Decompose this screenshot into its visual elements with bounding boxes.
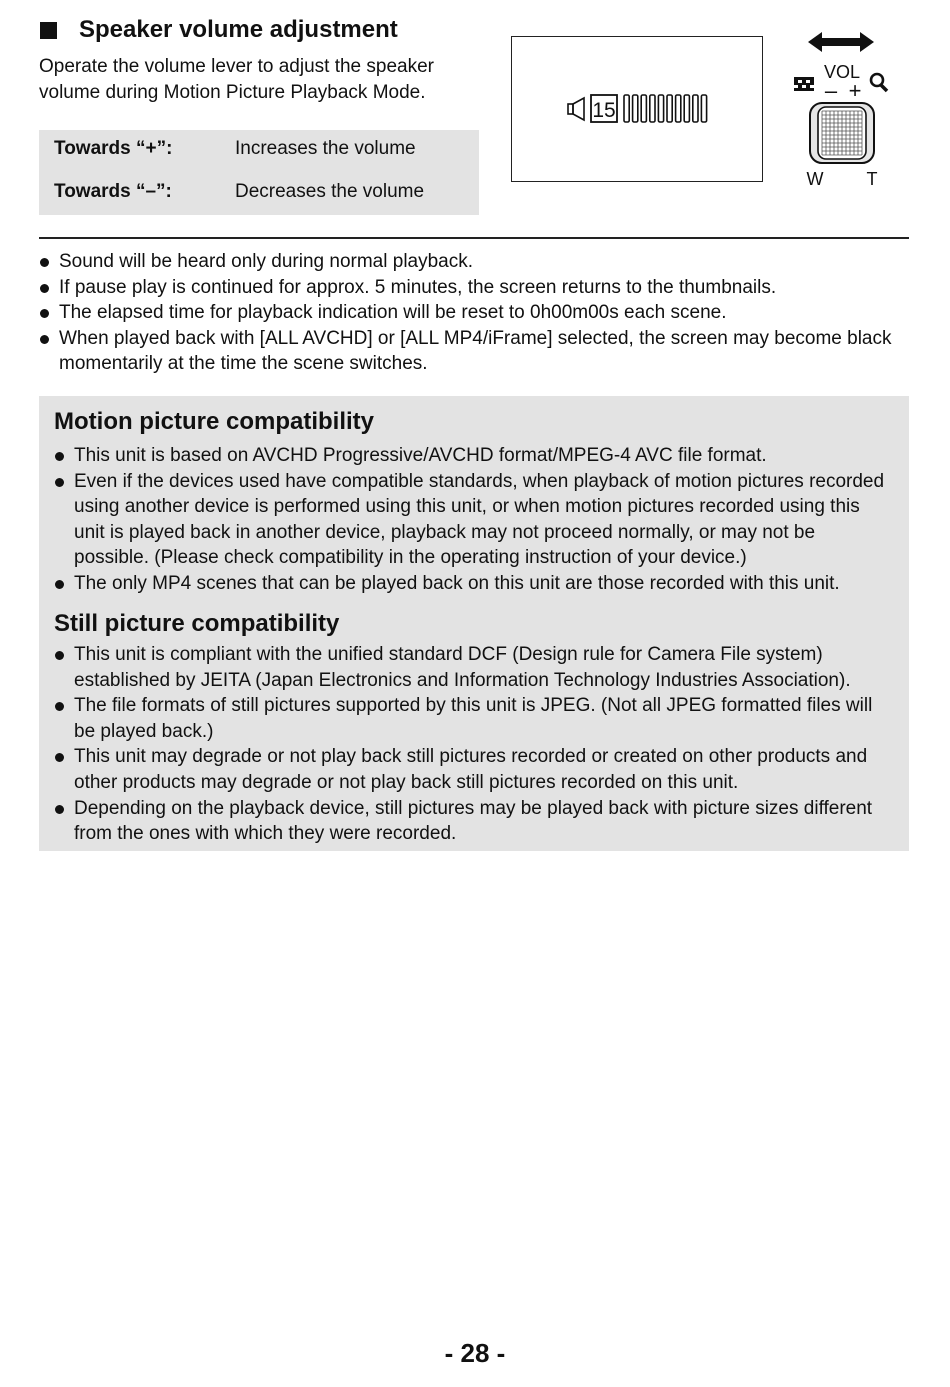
volume-level-value: 15 (592, 99, 616, 122)
vol-label: VOL (823, 62, 861, 82)
notes-list (39, 249, 899, 377)
list-item: When played back with [ALL AVCHD] or [ALL MP4/iFrame] selected, the screen may become black momentarily at the time the scene switches. (39, 326, 899, 377)
minus-label: – (824, 78, 838, 103)
volume-bar (667, 95, 672, 122)
plus-label: + (848, 78, 862, 103)
bullet-icon (55, 753, 64, 762)
lcd-screen-illustration (511, 36, 763, 182)
bullet-icon (55, 580, 64, 589)
row-value: Decreases the volume (235, 181, 425, 202)
bullet-icon (40, 284, 49, 293)
list-item: The file formats of still pictures supported by this unit is JPEG. (Not all JPEG formatted files will be played back.) (54, 693, 894, 744)
page-number: - 28 - (444, 1338, 506, 1368)
list-item: Even if the devices used have compatible standards, when playback of motion pictures recorded using another device is performed using this unit, or when motion pictures recorded using this unit is played back in another device, playback may not proceed normally, or may not be possible. (Please check compatibility in the operating instruction of your device.) (54, 469, 894, 571)
section-heading-text: Speaker volume adjustment (79, 16, 398, 43)
motion-list (54, 443, 894, 597)
section-heading (40, 16, 398, 44)
divider (39, 237, 909, 239)
list-item: The only MP4 scenes that can be played back on this unit are those recorded with this unit. (54, 571, 894, 597)
volume-bar (624, 95, 629, 122)
list-item: This unit is compliant with the unified standard DCF (Design rule for Camera File system) established by JEITA (Japan Electronics and Information Technology Industries Association). (54, 642, 894, 693)
w-label: W (806, 169, 824, 189)
bullet-icon (40, 258, 49, 267)
row-key: Towards “–”: (54, 181, 172, 202)
list-item: This unit is based on AVCHD Progressive/AVCHD format/MPEG-4 AVC file format. (54, 443, 894, 469)
volume-bar (684, 95, 689, 122)
row-value: Increases the volume (235, 138, 416, 159)
intro-text: Operate the volume lever to adjust the speaker volume during Motion Picture Playback Mode. (39, 56, 435, 103)
compatibility-box (39, 396, 909, 851)
list-item: Sound will be heard only during normal playback. (39, 249, 899, 275)
volume-bar (701, 95, 706, 122)
volume-bar-group (624, 95, 707, 122)
volume-bar (650, 95, 655, 122)
volume-bar (633, 95, 638, 122)
bullet-icon (40, 335, 49, 344)
motion-heading: Motion picture compatibility (54, 408, 375, 435)
square-bullet-icon (40, 22, 57, 39)
bullet-icon (55, 478, 64, 487)
list-item: The elapsed time for playback indication will be reset to 0h00m00s each scene. (39, 300, 899, 326)
double-arrow-icon (808, 32, 874, 52)
list-item: Depending on the playback device, still pictures may be played back with picture sizes different from the ones with which they were recorded. (54, 796, 894, 847)
volume-bar (641, 95, 646, 122)
volume-bar (658, 95, 663, 122)
lever-body (810, 103, 874, 163)
list-item: This unit may degrade or not play back still pictures recorded or created on other products and other products may degrade or not play back still pictures recorded on this unit. (54, 744, 894, 795)
bullet-icon (55, 651, 64, 660)
still-list (54, 642, 894, 847)
thumbnail-grid-icon (794, 77, 814, 91)
row-key: Towards “+”: (54, 138, 173, 159)
zoom-magnifier-icon (871, 74, 887, 91)
still-heading: Still picture compatibility (54, 610, 340, 637)
bullet-icon (55, 805, 64, 814)
volume-bar (676, 95, 681, 122)
zoom-volume-lever-illustration (786, 24, 904, 196)
volume-direction-table (39, 130, 479, 215)
t-label: T (866, 169, 878, 189)
volume-bar (693, 95, 698, 122)
volume-display (512, 37, 762, 181)
bullet-icon (55, 702, 64, 711)
list-item: If pause play is continued for approx. 5 minutes, the screen returns to the thumbnails. (39, 275, 899, 301)
bullet-icon (40, 309, 49, 318)
speaker-icon (568, 98, 584, 120)
bullet-icon (55, 452, 64, 461)
